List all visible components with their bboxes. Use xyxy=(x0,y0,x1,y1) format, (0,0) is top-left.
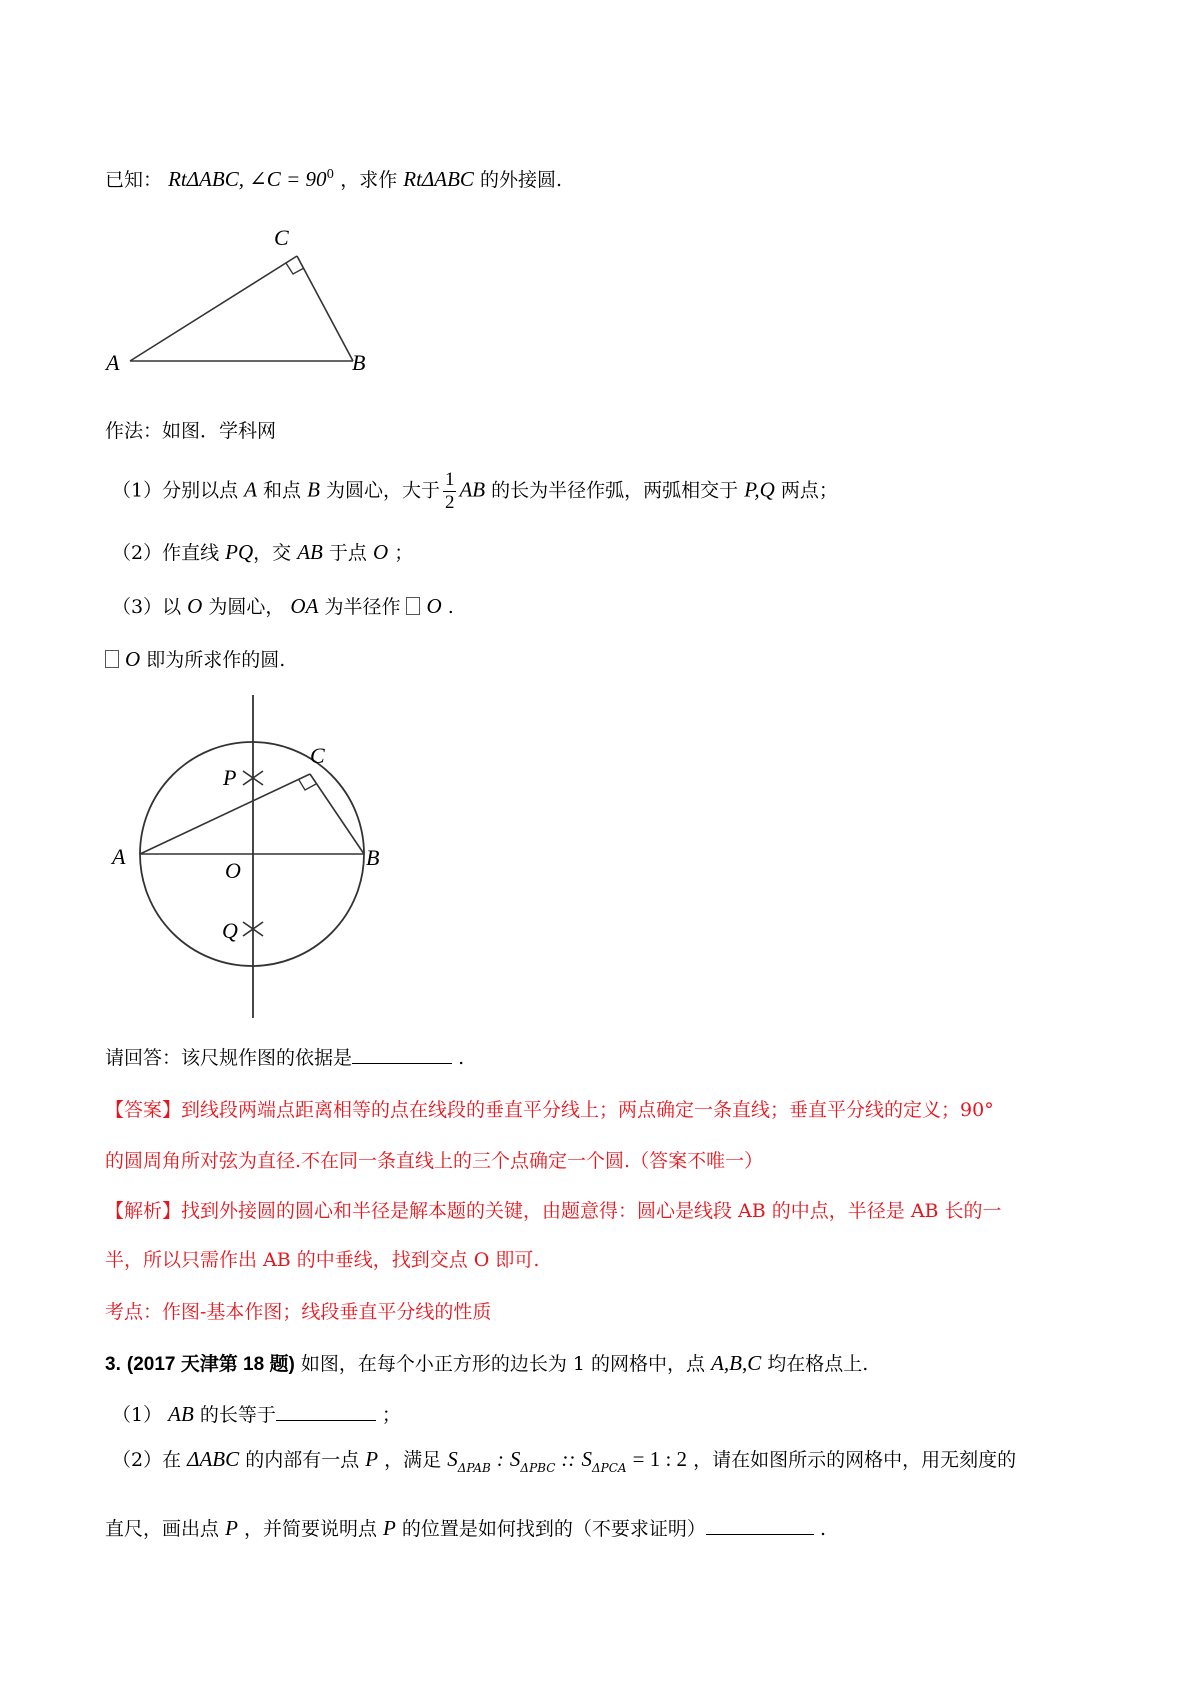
analysis-label: 【解析】 xyxy=(105,1200,182,1222)
segment-bc xyxy=(297,256,353,361)
label-c: C xyxy=(274,225,289,250)
step1-segment-ab: AB xyxy=(459,477,486,502)
analysis-line-1 xyxy=(105,1196,1002,1223)
q3-2-area-2: S xyxy=(509,1447,521,1471)
q3-points: A,B,C xyxy=(711,1351,762,1375)
step3-text-a: （3）以 xyxy=(112,596,182,618)
triangle-figure xyxy=(100,220,400,380)
method-line: 作法：如图．学科网 xyxy=(105,420,277,442)
step2-segment-ab: AB xyxy=(297,540,323,564)
given-condition: RtΔABC, ∠C = 90 xyxy=(168,167,327,191)
q3-part-2b xyxy=(105,1514,826,1541)
label-a: A xyxy=(112,844,126,869)
q3-2-point-p: P xyxy=(365,1447,379,1471)
step2-line-pq: PQ xyxy=(225,540,254,564)
fraction-half xyxy=(443,469,457,514)
kaodian-line: 考点：作图-基本作图；线段垂直平分线的性质 xyxy=(105,1301,492,1323)
q3-2-area-1: S xyxy=(447,1447,458,1471)
q3-2b-end: . xyxy=(819,1518,826,1540)
q3-2b-text-b: ，并简要说明点 xyxy=(243,1518,377,1540)
analysis-line-2: 半，所以只需作出 AB 的中垂线，找到交点 O 即可. xyxy=(105,1249,540,1271)
label-a: A xyxy=(106,350,120,375)
q3-part-1 xyxy=(112,1400,401,1427)
label-o: O xyxy=(225,858,241,883)
answer-blank[interactable] xyxy=(352,1045,452,1064)
q3-2-label: （2）在 xyxy=(112,1449,182,1471)
label-p: P xyxy=(223,765,237,790)
circle-symbol-icon xyxy=(406,597,420,615)
q3-2-text-c: ，满足 xyxy=(384,1449,442,1471)
step2-text-b: ，交 xyxy=(253,542,292,564)
q3-1-end: ； xyxy=(381,1404,401,1426)
question-line xyxy=(105,1043,464,1070)
step2-text-a: （2）作直线 xyxy=(112,542,220,564)
step-1 xyxy=(112,469,838,514)
label-b: B xyxy=(352,350,366,375)
q3-2b-text-c: 的位置是如何找到的（不要求证明） xyxy=(401,1518,706,1540)
q3-1-segment-ab: AB xyxy=(168,1402,194,1426)
q3-2b-text-a: 直尺，画出点 xyxy=(105,1518,220,1540)
q3-text-2: 均在格点上. xyxy=(767,1353,869,1375)
given-line xyxy=(105,165,562,192)
answer-line-1 xyxy=(105,1095,994,1122)
answer-line-2: 的圆周角所对弦为直径.不在同一条直线上的三个点确定一个圆.（答案不唯一） xyxy=(105,1150,764,1172)
step1-text-e: 两点； xyxy=(780,479,838,502)
conclusion-line xyxy=(105,645,285,672)
q3-1-text: 的长等于 xyxy=(199,1404,276,1426)
given-degree: 0 xyxy=(326,167,335,181)
q3-2b-point-p-2: P xyxy=(383,1516,396,1540)
answer-label: 【答案】 xyxy=(105,1099,182,1121)
q3-2-text-d: ，请在如图所示的网格中，用无刻度的 xyxy=(693,1449,1017,1471)
step3-point-o: O xyxy=(187,594,203,618)
label-b: B xyxy=(366,845,380,870)
circle-symbol-icon xyxy=(105,650,119,668)
step3-text-d: . xyxy=(447,596,454,618)
step-3 xyxy=(112,592,454,619)
step3-text-b: 为圆心， xyxy=(208,596,285,618)
label-q: Q xyxy=(222,918,238,943)
step2-text-d: ； xyxy=(394,542,414,564)
fraction-denominator: 2 xyxy=(444,492,455,513)
given-prefix: 已知： xyxy=(105,169,163,191)
step3-text-c: 为半径作 xyxy=(324,596,401,618)
step3-radius-oa: OA xyxy=(290,594,319,618)
label-c: C xyxy=(310,743,325,768)
q3-2-sub-1: ΔPAB xyxy=(457,1461,491,1475)
q3-text: 如图，在每个小正方形的边长为 1 的网格中，点 xyxy=(300,1353,706,1375)
step1-point-a: A xyxy=(244,477,257,502)
analysis-text-1: 找到外接圆的圆心和半径是解本题的关键，由题意得：圆心是线段 AB 的中点，半径是 AB 长的一 xyxy=(181,1200,1002,1222)
question-end: . xyxy=(458,1047,465,1069)
step1-point-b: B xyxy=(307,477,320,502)
step1-text-d: 的长为半径作弧，两弧相交于 xyxy=(491,479,739,502)
step-2 xyxy=(112,538,413,565)
step2-text-c: 于点 xyxy=(328,542,367,564)
given-suffix: 的外接圆. xyxy=(479,169,562,191)
question-text: 请回答：该尺规作图的依据是 xyxy=(105,1047,353,1069)
q3-1-blank[interactable] xyxy=(276,1402,376,1421)
step1-text-b: 和点 xyxy=(263,479,302,502)
given-mid: ，求作 xyxy=(340,169,398,191)
q3-2b-blank[interactable] xyxy=(706,1516,814,1535)
circumcircle-figure xyxy=(110,695,410,1025)
q3-line xyxy=(105,1349,868,1376)
segment-ac xyxy=(130,256,297,361)
step2-point-o: O xyxy=(372,540,389,564)
answer-text-1: 到线段两端点距离相等的点在线段的垂直平分线上；两点确定一条直线；垂直平分线的定义；90° xyxy=(181,1099,994,1121)
given-triangle: RtΔABC xyxy=(403,167,474,191)
fraction-numerator: 1 xyxy=(444,469,455,490)
q3-number: 3. xyxy=(105,1354,121,1375)
step3-circle-o: O xyxy=(426,594,442,618)
q3-part-2: （2）在 ΔABC 的内部有一点 P ，满足 $S_{\Delta PAB}$ : $S_{\Delta PBC}$ :: $S_{\Delta PCA} = 1$ : 2 ，请在如图所示的网格中，用无刻度的 xyxy=(112,1447,1017,1475)
q3-2-area-3: S xyxy=(581,1447,592,1471)
q3-2b-point-p: P xyxy=(225,1516,238,1540)
conclusion-circle-o: O xyxy=(125,647,141,671)
step1-text-c: 为圆心，大于 xyxy=(325,479,440,502)
q3-2-sub-3: ΔPCA xyxy=(591,1461,627,1475)
step1-points-pq: P,Q xyxy=(744,477,775,502)
q3-source: (2017 天津第 18 题) xyxy=(126,1354,295,1375)
q3-2-text-b: 的内部有一点 xyxy=(245,1449,360,1471)
q3-1-label: （1） xyxy=(112,1404,163,1426)
q3-2-triangle: ΔABC xyxy=(187,1447,240,1471)
conclusion-text: 即为所求作的圆. xyxy=(146,649,286,671)
q3-2-ratio: = 1 : 2 xyxy=(632,1447,688,1471)
step1-text-a: （1）分别以点 xyxy=(112,479,239,502)
right-angle-mark xyxy=(299,780,316,790)
q3-2-sub-2: ΔPBC xyxy=(520,1461,556,1475)
